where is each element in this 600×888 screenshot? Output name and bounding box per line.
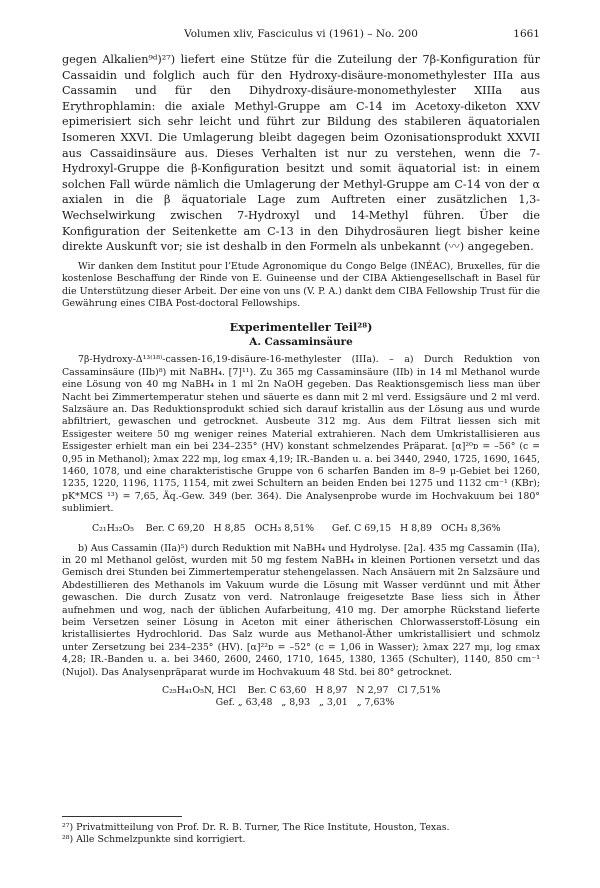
subsection-heading: A. Cassaminsäure [249,336,353,349]
intro-paragraph: gegen Alkalien⁹ᵈ)²⁷) liefert eine Stütze für die Zuteilung der 7β-Konfiguration für Cassaidin und folglich auch für den Hydroxy-disäure-monomethylester IIIa aus Cassamin und für den Dihydroxy-disäure-monomethylester XIIIa aus Erythrophlamin: die axiale Methyl-Gruppe am C-14 im Acetoxy-diketon XXV epimerisiert sich sehr leicht und führt zur Bildung des stabileren äquatorialen Isomeren XXVI. Die Umlagerung bleibt dagegen beim Ozonisationsprodukt XXVII aus Cassaidinsäure aus. Dieses Verhalten ist nur zu verstehen, wenn die 7-Hydroxyl-Gruppe die β-Konfiguration besitzt und somit äquatorial ist: in einem solchen Fall würde nämlich die Umlagerung der Methyl-Gruppe am C-14 von der α axialen in die β äquatoriale Lage zum Auftreten einer zusätzlichen 1,3-Wechselwirkung zwischen 7-Hydroxyl und 14-Methyl führen. Über die Konfiguration der Seitenkette am C-13 in den Dihydrosäuren liegt bisher keine direkte Auskunft vor; sie ist deshalb in den Formeln als unbekannt (〰) angegeben. [62,53,540,254]
footnotes [62,822,540,847]
analysis-a: C₂₁H₃₂O₅ Ber. C 69,20 H 8,85 OCH₃ 8,51% Gef. C 69,15 H 8,89 OCH₃ 8,36% [92,522,501,534]
footnote-28: ²⁸) Alle Schmelzpunkte sind korrigiert. [62,834,246,846]
analysis-b-calc: C₂₅H₄₁O₅N, HCl Ber. C 63,60 H 8,97 N 2,97 Cl 7,51% [162,685,441,697]
procedure-b-paragraph: b) Aus Cassamin (IIa)⁵) durch Reduktion mit NaBH₄ und Hydrolyse. [2a]. 435 mg Cassamin (IIa), in 20 ml Methanol gelöst, wurden mit 50 mg festem NaBH₄ in kleinen Portionen versetzt und das Gemisch drei Stunden bei Zimmertemperatur stehengelassen. Nach Ansäuern mit 2n Salzsäure und Abdestillieren des Methanols im Vakuum wurde die Lösung mit Wasser verdünnt und mit Äther gewaschen. Die durch Zusatz von verd. Natronlauge freigesetzte Base liess sich in Äther aufnehmen und wog, nach der üblichen Aufarbeitung, 410 mg. Der amorphe Rückstand lieferte beim Versetzen seiner Lösung in Aceton mit einer ätherischen Chlorwasserstoff-Lösung ein kristallisiertes Hydrochlorid. Das Salz wurde aus Methanol-Äther umkristallisiert und schmolz unter Zersetzung bei 234–235° (HV). [α]²²ᴅ = –52° (c = 1,06 in Wasser); λmax 227 mμ, log εmax 4,28; IR.-Banden u. a. bei 3460, 2600, 2460, 1710, 1645, 1380, 1365 (Schulter), 1140, 850 cm⁻¹ (Nujol). Das Analysenpräparat wurde im Hochvakuum 48 Std. bei 80° getrocknet. [62,542,540,678]
section-heading: Experimenteller Teil²⁸) [229,320,373,335]
body-text [62,52,540,710]
running-head [62,28,540,40]
footnote-rule [62,816,182,817]
footnote-27: ²⁷) Privatmitteilung von Prof. Dr. R. B. Turner, The Rice Institute, Houston, Texas. [62,822,450,833]
analysis-b-found: Gef. „ 63,48 „ 8,93 „ 3,01 „ 7,63% [162,697,395,709]
acknowledgement-paragraph: Wir danken dem Institut pour l’Etude Agronomique du Congo Belge (INÉAC), Bruxelles, für die kostenlose Beschaffung der Rinde von E. Guineense und der CIBA Aktiengesellschaft in Basel für die Unterstützung dieser Arbeit. Der eine von uns (V. P. A.) dankt dem CIBA Fellowship Trust für die Gewährung eines CIBA Post-doctoral Fellowships. [62,260,540,309]
procedure-a-paragraph: 7β-Hydroxy-Δ¹³⁽¹⁸⁾-cassen-16,19-disäure-16-methylester (IIIa). – a) Durch Reduktion von Cassaminsäure (IIb)⁸) mit NaBH₄. [7]¹¹). Zu 365 mg Cassaminsäure (IIb) in 14 ml Methanol wurde eine Lösung von 40 mg NaBH₄ in 1 ml 2n NaOH gegeben. Das Reaktionsgemisch liess man über Nacht bei Zimmertemperatur stehen und säuerte es dann mit 2 ml verd. Essigsäure und 2 ml verd. Salzsäure an. Das Reduktionsprodukt schied sich darauf kristallin aus der Lösung aus und wurde abfiltriert, gewaschen und getrocknet. Ausbeute 312 mg. Aus dem Filtrat liessen sich mit Essigester weitere 50 mg weniger reines Material extrahieren. Nach dem Umkristallisieren aus Essigester erhielt man ein bei 234–235° (HV) konstant schmelzendes Präparat. [α]²⁰ᴅ = –56° (c = 0,95 in Methanol); λmax 222 mμ, log εmax 4,19; IR.-Banden u. a. bei 3440, 2940, 1725, 1690, 1645, 1460, 1078, und eine charakteristische Gruppe von 6 scharfen Banden im 8–9 μ-Gebiet bei 1260, 1235, 1220, 1196, 1175, 1154, mit zwei Schultern an beiden Enden bei 1275 und 1132 cm⁻¹ (KBr); pK*MCS ¹³) = 7,65, Äq.-Gew. 349 (ber. 364). Die Analysenprobe wurde im Hochvakuum bei 180° sublimiert. [62,354,540,515]
analysis-b [62,685,540,709]
running-title: Volumen xliv, Fasciculus vi (1961) – No. 200 [184,28,418,40]
page-number: 1661 [513,28,540,40]
